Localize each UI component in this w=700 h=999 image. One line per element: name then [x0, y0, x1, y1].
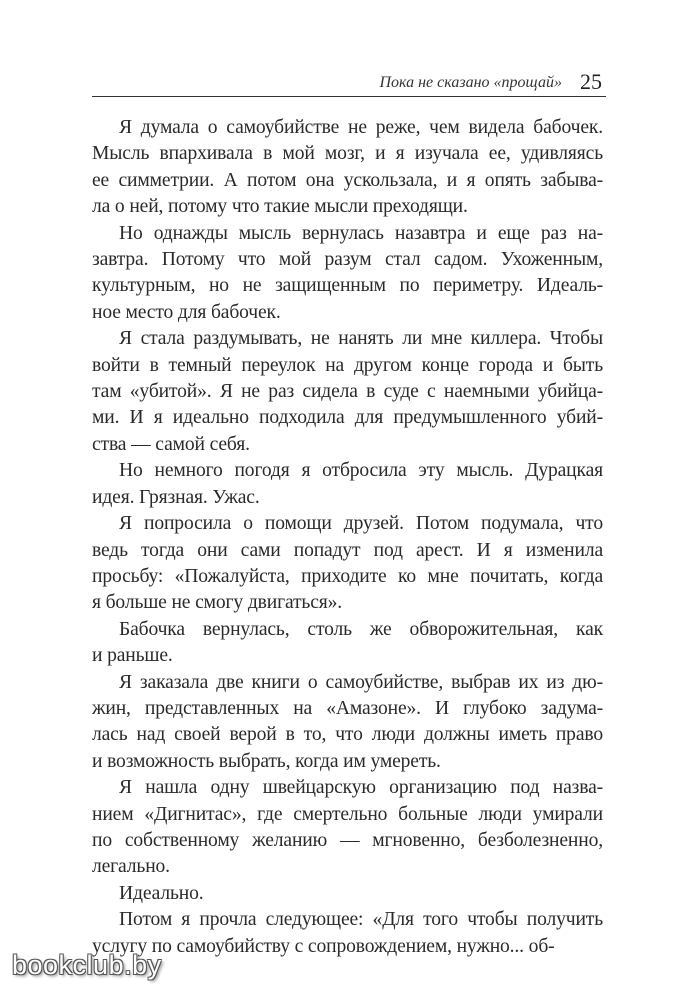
paragraph — [92, 221, 603, 327]
text-line: Я заказала две книги о самоубийстве, выбрав их из дю- — [119, 671, 603, 693]
text-line: и возможность выбрать, когда им умереть. — [92, 750, 441, 772]
text-line: лась над своей верой в то, что люди должны иметь право — [92, 724, 603, 746]
text-line: Я нашла одну швейцарскую организацию под назва- — [119, 777, 603, 799]
text-line: ми. И я идеально подходила для предумышленного убий- — [92, 407, 603, 429]
running-title: Пока не сказано «прощай» — [379, 74, 562, 91]
text-line: Но немного погодя я отбросила эту мысль. Дурацкая — [119, 460, 603, 482]
running-header — [92, 66, 606, 97]
paragraph — [92, 326, 603, 458]
text-line: жин, представленных на «Амазоне». И глубоко задума- — [92, 697, 603, 719]
text-line: услугу по самоубийству с сопровождением, нужно... об- — [92, 935, 555, 957]
text-line: Идеально. — [119, 882, 204, 904]
body-text — [92, 115, 603, 960]
text-line: ное место для бабочек. — [92, 301, 281, 323]
text-line: Я стала раздумывать, не нанять ли мне киллера. Чтобы — [119, 328, 603, 350]
text-line: Потом я прочла следующее: «Для того чтобы получить — [119, 909, 603, 931]
text-line: идея. Грязная. Ужас. — [92, 486, 260, 508]
text-line: просьбу: «Пожалуйста, приходите ко мне почитать, когда — [92, 565, 603, 587]
paragraph — [92, 775, 603, 881]
text-line: легально. — [92, 856, 170, 878]
paragraph — [92, 458, 603, 511]
text-line: ства — самой себя. — [92, 433, 250, 455]
paragraph — [92, 881, 603, 907]
text-line: Я попросила о помощи друзей. Потом подумала, что — [119, 513, 603, 535]
text-line: Бабочка вернулась, столь же обворожительная, как — [119, 618, 603, 640]
text-line: Но однажды мысль вернулась назавтра и еще раз на- — [119, 222, 603, 244]
text-line: Мысль впархивала в мой мозг, и я изучала ее, удивляясь — [92, 143, 603, 165]
paragraph — [92, 511, 603, 617]
paragraph — [92, 670, 603, 776]
watermark: bookclub.by — [12, 950, 162, 980]
page-number: 25 — [580, 69, 602, 94]
text-line: и раньше. — [92, 645, 173, 667]
text-line: культурным, но не защищенным по периметру. Идеаль- — [92, 275, 603, 297]
text-line: завтра. Потому что мой разум стал садом. Ухоженным, — [92, 249, 603, 271]
text-line: войти в темный переулок на другом конце города и быть — [92, 354, 603, 376]
text-line: ла о ней, потому что такие мысли преходящи. — [92, 196, 468, 218]
paragraph — [92, 907, 603, 960]
text-line: Я думала о самоубийстве не реже, чем видела бабочек. — [119, 117, 603, 138]
text-line: ее симметрии. А потом она ускользала, и я опять забыва- — [92, 169, 603, 191]
paragraph — [92, 115, 603, 221]
paragraph — [92, 617, 603, 670]
text-line: там «убитой». Я не раз сидела в суде с наемными убийца- — [92, 381, 603, 403]
text-line: по собственному желанию — мгновенно, безболезненно, — [92, 829, 603, 851]
text-line: нием «Дигнитас», где смертельно больные люди умирали — [92, 803, 603, 825]
text-line: ведь тогда они сами попадут под арест. И я изменила — [92, 539, 603, 561]
text-line: я больше не смогу двигаться». — [92, 592, 343, 614]
